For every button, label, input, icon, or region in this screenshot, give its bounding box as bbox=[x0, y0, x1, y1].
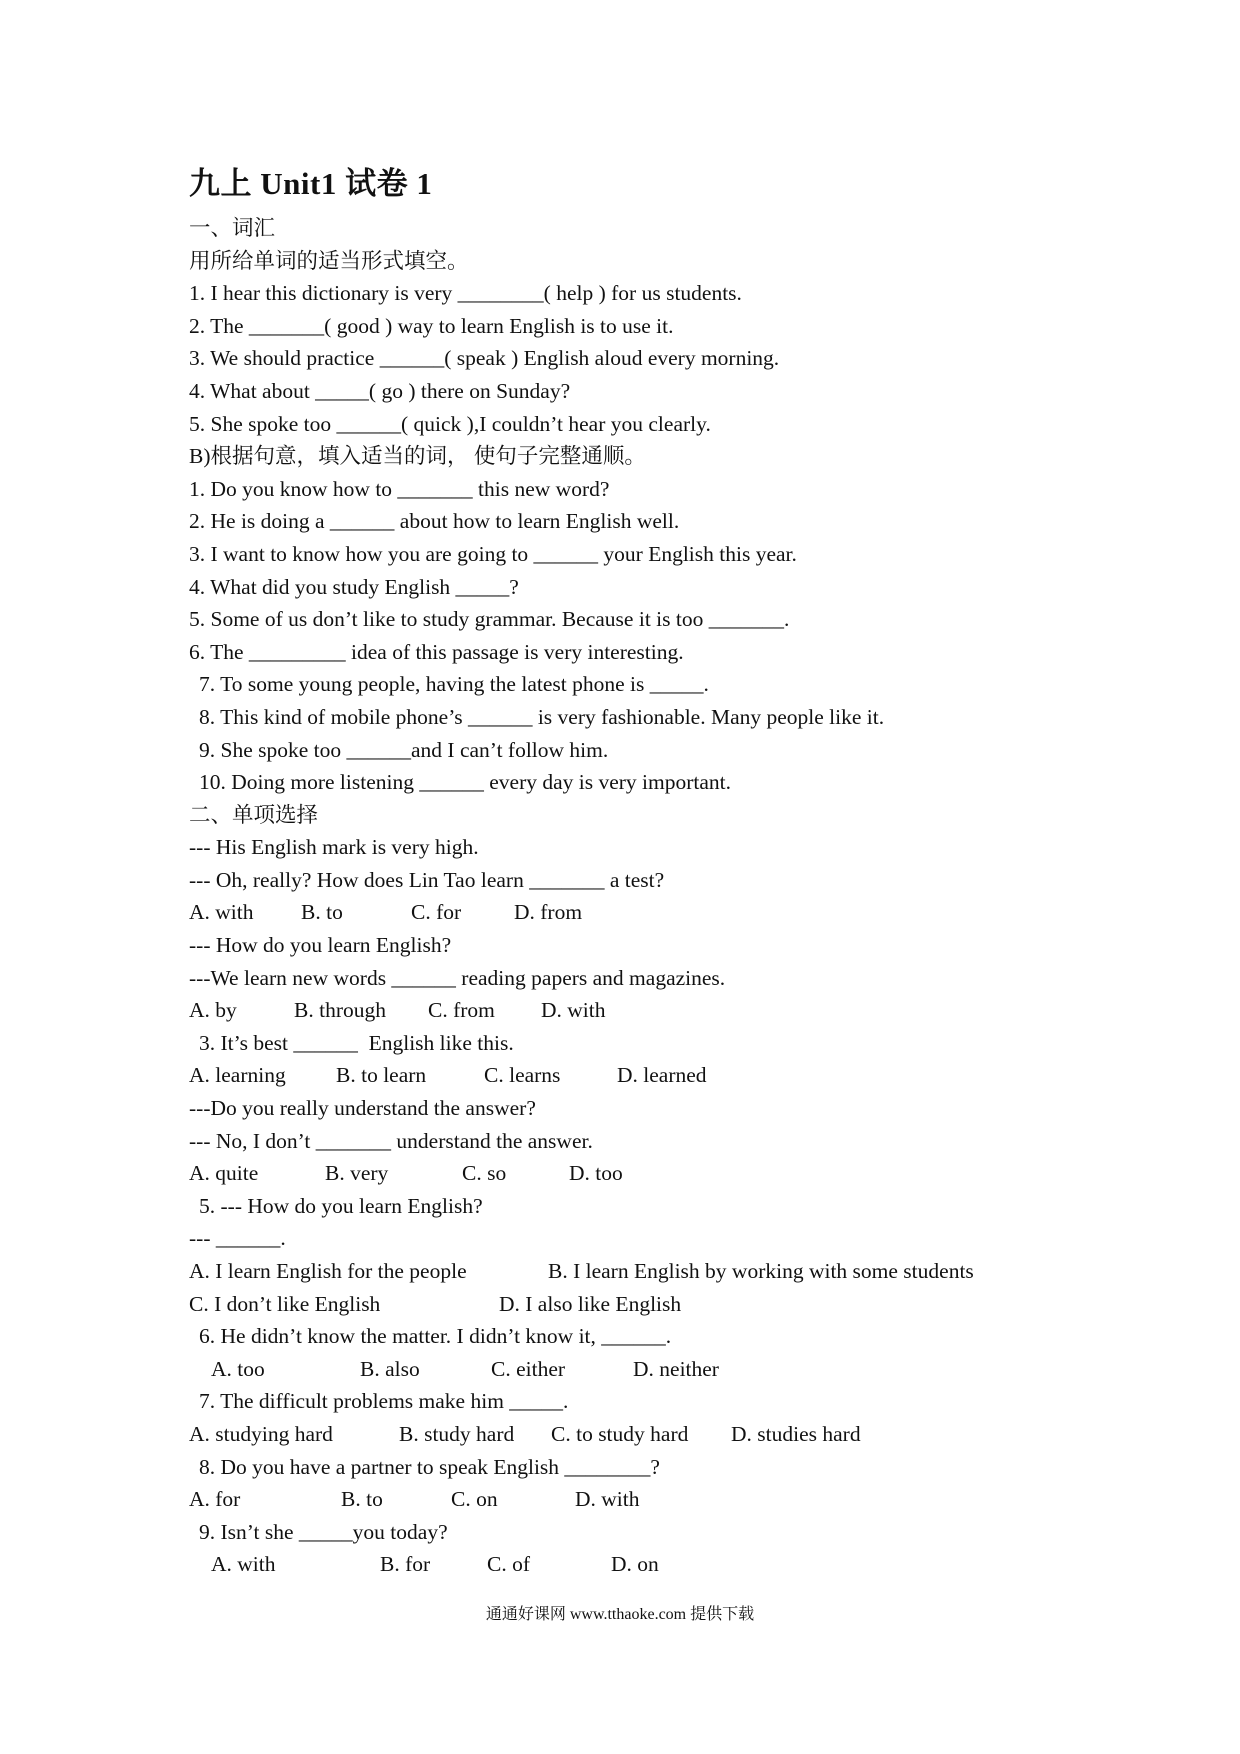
mc-q2-options bbox=[189, 994, 1089, 1027]
mc-q2-line2: ---We learn new words ______ reading papers and magazines. bbox=[189, 965, 726, 990]
option-a: A. by bbox=[189, 998, 237, 1023]
option-d: D. on bbox=[611, 1552, 659, 1577]
instruction-part-b: B)根据句意，填入适当的词， 使句子完整通顺。 bbox=[189, 444, 646, 469]
option-c: C. to study hard bbox=[551, 1421, 689, 1446]
mc-q4-line2: --- No, I don’t _______ understand the answer. bbox=[189, 1128, 593, 1153]
option-d: D. I also like English bbox=[499, 1291, 682, 1316]
option-b: B. for bbox=[380, 1552, 431, 1577]
section-heading-vocabulary: 一、词汇 bbox=[189, 216, 276, 240]
mc-q5-options-row2 bbox=[189, 1288, 1089, 1321]
mc-q5-options-row1 bbox=[189, 1255, 1089, 1288]
question-b6: 6. The _________ idea of this passage is very interesting. bbox=[189, 639, 684, 664]
mc-q1-line2: --- Oh, really? How does Lin Tao learn _______ a test? bbox=[189, 867, 665, 892]
option-a: A. I learn English for the people bbox=[189, 1259, 467, 1283]
option-c: C. so bbox=[462, 1161, 507, 1186]
option-b: B. to bbox=[301, 900, 343, 925]
footer-credit: 通通好课网 www.tthaoke.com 提供下载 bbox=[485, 1606, 755, 1623]
option-b: B. to learn bbox=[336, 1063, 427, 1088]
question-a1: 1. I hear this dictionary is very ________( help ) for us students. bbox=[189, 281, 742, 306]
option-b: B. I learn English by working with some students bbox=[548, 1259, 974, 1283]
option-a: A. quite bbox=[189, 1161, 259, 1186]
option-a: A. too bbox=[211, 1356, 265, 1381]
option-d: D. from bbox=[514, 900, 583, 925]
option-b: B. very bbox=[325, 1161, 389, 1186]
option-d: D. neither bbox=[633, 1356, 719, 1381]
option-b: B. to bbox=[341, 1487, 383, 1512]
option-a: A. with bbox=[189, 900, 254, 925]
question-b2: 2. He is doing a ______ about how to learn English well. bbox=[189, 509, 680, 534]
option-a: A. studying hard bbox=[189, 1421, 333, 1446]
option-d: D. with bbox=[541, 998, 606, 1023]
mc-q6-options bbox=[189, 1353, 1089, 1386]
option-d: D. with bbox=[575, 1487, 640, 1512]
mc-q6-stem: 6. He didn’t know the matter. I didn’t know it, ______. bbox=[199, 1324, 672, 1349]
option-c: C. learns bbox=[484, 1063, 561, 1088]
exam-content bbox=[189, 162, 1089, 1581]
question-b5: 5. Some of us don’t like to study grammar. Because it is too _______. bbox=[189, 607, 790, 632]
option-a: A. learning bbox=[189, 1063, 286, 1088]
mc-q9-stem: 9. Isn’t she _____you today? bbox=[199, 1519, 448, 1544]
mc-q7-stem: 7. The difficult problems make him _____. bbox=[199, 1389, 569, 1414]
mc-q2-line1: --- How do you learn English? bbox=[189, 933, 452, 958]
option-c: C. of bbox=[487, 1552, 530, 1577]
option-d: D. learned bbox=[617, 1063, 707, 1088]
mc-q1-line1: --- His English mark is very high. bbox=[189, 835, 479, 860]
mc-q3-options bbox=[189, 1059, 1089, 1092]
question-b8: 8. This kind of mobile phone’s ______ is very fashionable. Many people like it. bbox=[199, 704, 885, 729]
option-b: B. study hard bbox=[399, 1421, 515, 1446]
option-a: A. for bbox=[189, 1487, 241, 1512]
mc-q3-stem: 3. It’s best ______ English like this. bbox=[199, 1030, 514, 1055]
section-heading-multiple-choice: 二、单项选择 bbox=[189, 802, 319, 827]
question-a4: 4. What about _____( go ) there on Sunday? bbox=[189, 378, 571, 403]
question-b10: 10. Doing more listening ______ every day is very important. bbox=[199, 770, 732, 795]
option-d: D. studies hard bbox=[731, 1421, 861, 1446]
question-b3: 3. I want to know how you are going to ______ your English this year. bbox=[189, 541, 797, 566]
question-a3: 3. We should practice ______( speak ) English aloud every morning. bbox=[189, 346, 780, 371]
option-a: A. with bbox=[211, 1552, 276, 1577]
question-a2: 2. The _______( good ) way to learn English is to use it. bbox=[189, 313, 674, 338]
question-a5: 5. She spoke too ______( quick ),I couldn’t hear you clearly. bbox=[189, 411, 711, 436]
question-b7: 7. To some young people, having the latest phone is _____. bbox=[199, 672, 709, 697]
mc-q7-options bbox=[189, 1418, 1089, 1451]
page-title: 九上 Unit1 试卷 1 bbox=[189, 166, 433, 201]
mc-q4-line1: ---Do you really understand the answer? bbox=[189, 1096, 536, 1121]
option-b: B. through bbox=[294, 998, 386, 1023]
option-d: D. too bbox=[569, 1161, 623, 1186]
question-b4: 4. What did you study English _____? bbox=[189, 574, 519, 599]
option-c: C. either bbox=[491, 1356, 566, 1381]
mc-q5-stem: 5. --- How do you learn English? bbox=[199, 1193, 483, 1218]
option-c: C. from bbox=[428, 998, 495, 1023]
mc-q5-answer-line: --- ______. bbox=[189, 1226, 286, 1251]
mc-q9-options bbox=[189, 1548, 1089, 1581]
mc-q1-options bbox=[189, 896, 1089, 929]
option-c: C. I don’t like English bbox=[189, 1291, 381, 1316]
mc-q4-options bbox=[189, 1157, 1089, 1190]
question-b9: 9. She spoke too ______and I can’t follow him. bbox=[199, 737, 609, 762]
question-b1: 1. Do you know how to _______ this new word? bbox=[189, 476, 610, 501]
mc-q8-stem: 8. Do you have a partner to speak English ________? bbox=[199, 1454, 660, 1479]
option-c: C. for bbox=[411, 900, 462, 925]
option-b: B. also bbox=[360, 1356, 420, 1381]
mc-q8-options bbox=[189, 1483, 1089, 1516]
option-c: C. on bbox=[451, 1487, 498, 1512]
instruction-part-a: 用所给单词的适当形式填空。 bbox=[189, 248, 469, 273]
